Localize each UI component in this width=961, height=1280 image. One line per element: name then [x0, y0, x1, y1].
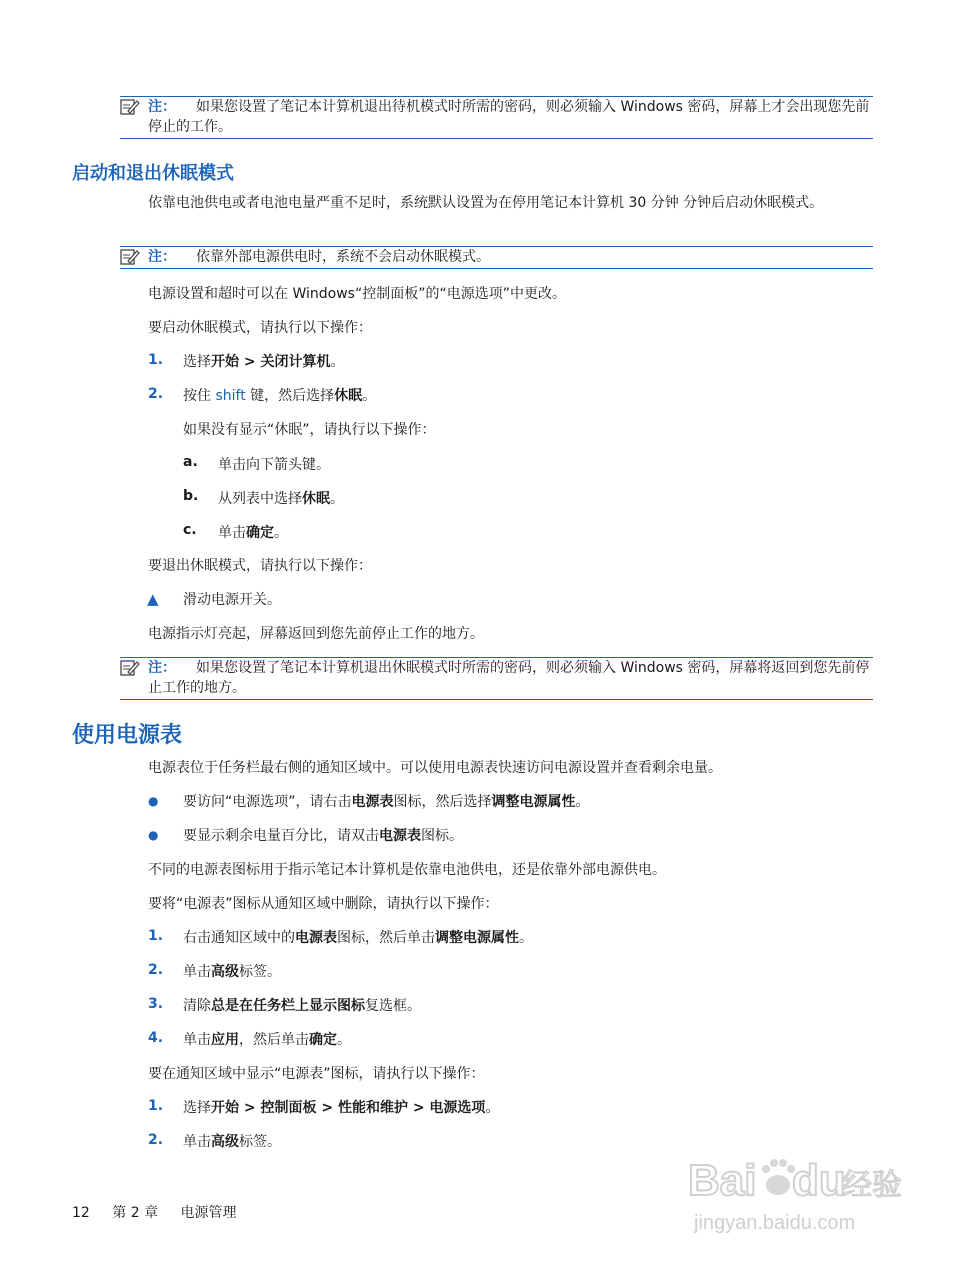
substep-letter: a. [183, 454, 198, 470]
step-number: 2. [148, 386, 164, 402]
remove-step-4-text: 单击应用，然后单击确定。 [183, 1032, 351, 1048]
bullet-1-text: 要访问“电源选项”，请右击电源表图标，然后选择调整电源属性。 [183, 794, 590, 810]
svg-text:经验: 经验 [842, 1168, 902, 1203]
step-2-text: 按住 shift 键，然后选择休眠。 [183, 388, 377, 404]
baidu-jingyan-watermark [680, 1135, 910, 1245]
shift-key-text: shift [215, 388, 246, 404]
substep-letter: c. [183, 522, 197, 538]
page-footer [72, 1202, 255, 1222]
substep-letter: b. [183, 488, 199, 504]
step-number: 1. [148, 928, 164, 944]
note-pencil-icon [120, 98, 140, 116]
paragraph-remove: 要将“电源表”图标从通知区域中删除，请执行以下操作： [148, 896, 499, 912]
chapter-title: 电源管理 [180, 1205, 237, 1221]
note-pencil-icon [120, 659, 140, 677]
paragraph-settings: 电源设置和超时可以在 Windows“控制面板”的“电源选项”中更改。 [148, 286, 566, 302]
bullet-icon: ● [148, 828, 159, 842]
remove-step-3-text: 清除总是在任务栏上显示图标复选框。 [183, 998, 421, 1014]
step-number: 4. [148, 1030, 164, 1046]
note-text: 如果您设置了笔记本计算机退出待机模式时所需的密码，则必须输入 Windows 密码，屏幕上才会出现您先前停止的工作。 [148, 99, 870, 135]
substep-b-text: 从列表中选择休眠。 [218, 491, 344, 507]
paragraph-if-none: 如果没有显示“休眠”，请执行以下操作： [183, 422, 436, 438]
remove-step-1-text: 右击通知区域中的电源表图标，然后单击调整电源属性。 [183, 930, 533, 946]
paragraph-icons: 不同的电源表图标用于指示笔记本计算机是依靠电池供电，还是依靠外部电源供电。 [148, 862, 666, 878]
chapter-label: 第 2 章 [112, 1205, 159, 1221]
note-1 [120, 96, 873, 139]
note-label: 注： [148, 99, 176, 115]
step-number: 1. [148, 1098, 164, 1114]
watermark-logo [680, 1135, 910, 1245]
paragraph-start: 要启动休眠模式，请执行以下操作： [148, 320, 372, 336]
paragraph-intro: 依靠电池供电或者电池电量严重不足时，系统默认设置为在停用笔记本计算机 30 分钟 分钟后启动休眠模式。 [148, 195, 824, 211]
step-1-text: 选择开始 > 关闭计算机。 [183, 354, 345, 370]
paragraph-light: 电源指示灯亮起，屏幕返回到您先前停止工作的地方。 [148, 626, 484, 642]
note-2 [120, 246, 873, 269]
remove-step-2-text: 单击高级标签。 [183, 964, 281, 980]
bullet-2-text: 要显示剩余电量百分比，请双击电源表图标。 [183, 828, 463, 844]
substep-a-text: 单击向下箭头键。 [218, 457, 330, 473]
note-label: 注： [148, 249, 176, 265]
step-number: 2. [148, 1132, 164, 1148]
svg-text:jingyan.baidu.com: jingyan.baidu.com [694, 1212, 856, 1234]
note-3 [120, 657, 873, 700]
section-heading-power-meter: 使用电源表 [72, 723, 183, 748]
page-number: 12 [72, 1205, 90, 1221]
note-label: 注： [148, 660, 176, 676]
svg-text:du: du [792, 1156, 846, 1205]
paragraph-show: 要在通知区域中显示“电源表”图标，请执行以下操作： [148, 1066, 485, 1082]
triangle-icon: ▲ [147, 590, 159, 608]
svg-text:Bai: Bai [688, 1156, 757, 1205]
substep-c-text: 单击确定。 [218, 525, 288, 541]
step-number: 3. [148, 996, 164, 1012]
note-pencil-icon [120, 248, 140, 266]
paragraph-meter-intro: 电源表位于任务栏最右侧的通知区域中。可以使用电源表快速访问电源设置并查看剩余电量。 [148, 760, 722, 776]
step-number: 2. [148, 962, 164, 978]
bullet-icon: ● [148, 794, 159, 808]
show-step-2-text: 单击高级标签。 [183, 1134, 281, 1150]
step-number: 1. [148, 352, 164, 368]
section-heading-hibernate: 启动和退出休眠模式 [72, 163, 234, 184]
triangle-step-text: 滑动电源开关。 [183, 592, 281, 608]
note-text: 如果您设置了笔记本计算机退出休眠模式时所需的密码，则必须输入 Windows 密码，屏幕将返回到您先前停止工作的地方。 [148, 660, 870, 696]
paragraph-exit: 要退出休眠模式，请执行以下操作： [148, 558, 372, 574]
note-text: 依靠外部电源供电时，系统不会启动休眠模式。 [196, 249, 490, 265]
show-step-1-text: 选择开始 > 控制面板 > 性能和维护 > 电源选项。 [183, 1100, 500, 1116]
